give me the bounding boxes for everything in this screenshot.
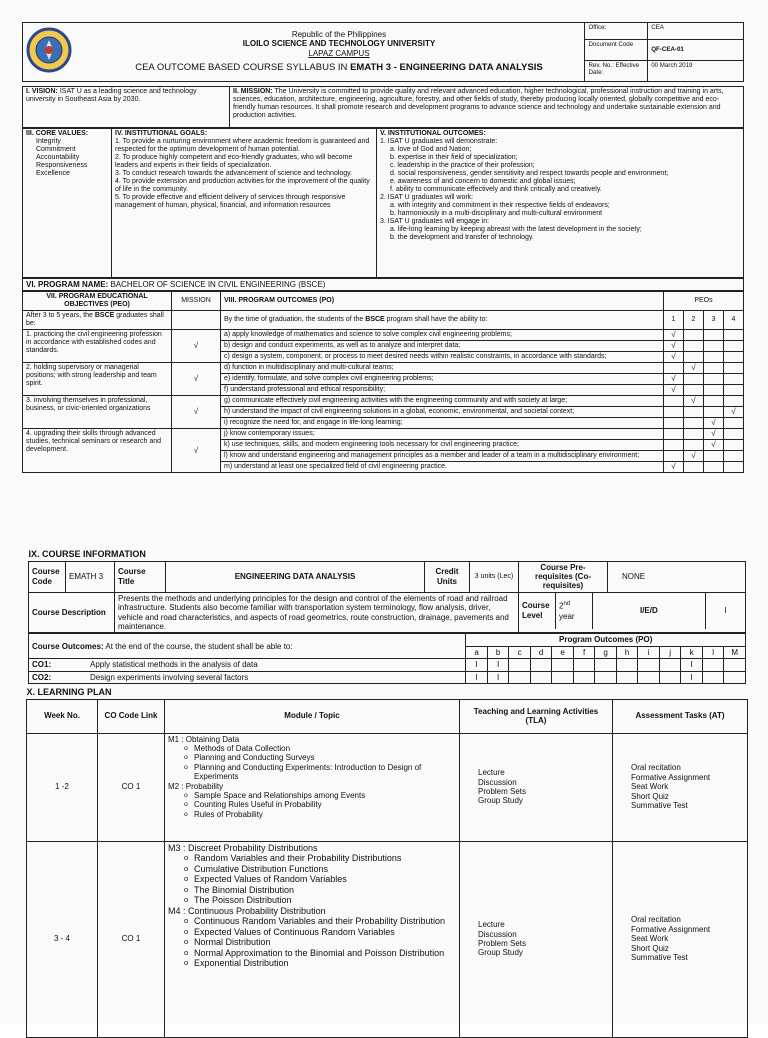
co-po-mark xyxy=(595,659,617,671)
topic-item: o The Poisson Distribution xyxy=(194,895,456,906)
peo-check-cell xyxy=(704,363,724,374)
peo-check-cell: √ xyxy=(664,341,684,352)
program-name-cell: VI. PROGRAM NAME: BACHELOR OF SCIENCE IN CIVIL ENGINEERING (BSCE) xyxy=(23,279,744,291)
course-info-block xyxy=(28,548,746,684)
mission-blank xyxy=(172,311,221,330)
peo-check-cell xyxy=(724,374,744,385)
meta-office-value: CEA xyxy=(648,23,744,40)
course-description-label: Course Description xyxy=(29,592,115,633)
peo-check-cell xyxy=(724,451,744,462)
assessment-item: Oral recitation xyxy=(631,915,681,925)
topic-item: o Rules of Probability xyxy=(194,810,456,819)
core-value-item: Accountability xyxy=(36,154,80,161)
topic-list xyxy=(168,791,456,819)
po-col-k: k xyxy=(681,646,703,658)
prereq-label: Course Pre-requisites (Co-requisites) xyxy=(519,561,608,592)
program-outcome: l) know and understand engineering and management principles as a member and leader of a team in a multidisciplinary environment; xyxy=(221,451,664,462)
program-outcome: m) understand at least one specialized field of civil engineering practice. xyxy=(221,462,664,473)
co-po-mark: I xyxy=(466,659,488,671)
co-po-mark xyxy=(595,671,617,683)
course-outcomes-intro: Course Outcomes: At the end of the course, the student shall be able to: xyxy=(29,634,466,659)
mission-check: √ xyxy=(172,429,221,473)
topic-item: o Normal Approximation to the Binomial and Poisson Distribution xyxy=(194,948,456,959)
assessment-item: Seat Work xyxy=(631,934,669,944)
peo-check-cell: √ xyxy=(664,374,684,385)
course-level-label: Course Level xyxy=(519,593,556,629)
po-row xyxy=(23,429,744,440)
peo-check-cell xyxy=(664,440,684,451)
topic-item: o Random Variables and their Probability Distributions xyxy=(194,853,456,864)
co-po-mark xyxy=(509,671,531,683)
peo-check-cell xyxy=(724,396,744,407)
values-goals-outcomes-table xyxy=(22,128,744,278)
po-col-d: d xyxy=(530,646,552,658)
co-po-mark xyxy=(638,659,660,671)
credit-units-value: 3 units (Lec) xyxy=(470,561,519,592)
program-outcome: a) apply knowledge of mathematics and science to solve complex civil engineering problems; xyxy=(221,330,664,341)
peo-check-cell xyxy=(724,418,744,429)
topic-item: o The Binomial Distribution xyxy=(194,885,456,896)
program-outcome: g) communicate effectively civil engineering activities with the engineering community and with society at large; xyxy=(221,396,664,407)
module-title: M4 : Continuous Probability Distribution xyxy=(168,905,326,916)
university-seal-icon xyxy=(26,27,72,73)
peo-check-cell: √ xyxy=(724,407,744,418)
tla-item: Lecture xyxy=(478,920,505,930)
course-info-table xyxy=(28,548,746,633)
po-col-e: e xyxy=(552,646,574,658)
peos-header: PEOs xyxy=(664,292,744,311)
outcome-line: b. the development and transfer of technology. xyxy=(390,234,534,241)
goal-item: 3. To conduct research towards the advancement of science and technology. xyxy=(115,170,353,177)
tla-item: Problem Sets xyxy=(478,939,527,948)
course-outcome: CO2: Design experiments involving several factors xyxy=(29,671,466,683)
peo-check-cell: √ xyxy=(664,462,684,473)
co-link: CO 1 xyxy=(98,733,165,841)
outcome-line: a. love of God and Nation; xyxy=(390,146,472,153)
program-outcome: k) use techniques, skills, and modern engineering tools necessary for civil engineering practice; xyxy=(221,440,664,451)
course-outcomes-table xyxy=(28,633,746,684)
peo-check-cell xyxy=(704,407,724,418)
at-cell xyxy=(613,733,748,841)
peo-objective: 1. practicing the civil engineering profession in accordance with established codes and standards. xyxy=(23,330,172,363)
prereq-value: NONE xyxy=(608,561,746,592)
outcome-line: f. ability to communicate effectively and think critically and creatively. xyxy=(390,186,602,193)
peo-check-cell xyxy=(664,363,684,374)
topic-item: o Sample Space and Relationships among Events xyxy=(194,791,456,800)
assessment-item: Summative Test xyxy=(631,801,688,811)
peo-check-cell: √ xyxy=(704,429,724,440)
module-title: M3 : Discreet Probability Distributions xyxy=(168,842,318,853)
peo-check-cell xyxy=(724,352,744,363)
peo-check-cell xyxy=(684,429,704,440)
peo-check-cell: √ xyxy=(664,330,684,341)
republic-text: Republic of the Philippines xyxy=(291,29,387,39)
peo-check-cell xyxy=(704,352,724,363)
tla-item: Group Study xyxy=(478,948,523,958)
program-outcome: d) function in multidisciplinary and multi-cultural teams; xyxy=(221,363,664,374)
course-code-label: Course Code xyxy=(29,561,66,592)
peo-check-cell: √ xyxy=(684,451,704,462)
co-po-mark xyxy=(530,671,552,683)
outcome-line: e. awareness of and concern to domestic and global issues; xyxy=(390,178,576,185)
topic-list xyxy=(168,853,456,906)
topic-item: o Continuous Random Variables and their Probability Distribution xyxy=(194,916,456,927)
co-po-mark xyxy=(638,671,660,683)
course-outcome-row xyxy=(29,659,746,671)
goal-item: 2. To produce highly competent and eco-friendly graduates, who will become leaders and experts in their fields of specialization. xyxy=(115,154,353,169)
core-value-item: Responsiveness xyxy=(36,162,88,169)
co-po-mark xyxy=(724,659,746,671)
assessment-item: Formative Assignment xyxy=(631,772,711,782)
peo-check-cell xyxy=(704,385,724,396)
course-code-value: EMATH 3 xyxy=(66,561,115,592)
institutional-outcomes-list xyxy=(380,138,740,242)
peo-check-cell xyxy=(684,385,704,396)
peo-header: VII. PROGRAM EDUCATIONAL OBJECTIVES (PEO) xyxy=(23,292,172,311)
mission-cell: II. MISSION: The University is committed to provide quality and relevant advanced education, higher technological, professional instruction and training in arts, sciences, education, architecture, engineering, agriculture, forestry, and other fields of study, thereby producing locally oriented, globally competitive and eco-friendly human resources. It shall promote research and development programs to advance science and technology and undertake sustainable extension and production activities. xyxy=(230,87,744,128)
co-po-mark: I xyxy=(487,671,509,683)
tla-item: Group Study xyxy=(478,796,523,806)
po-col-b: b xyxy=(487,646,509,658)
module-topics xyxy=(165,733,460,841)
peo-check-cell xyxy=(664,451,684,462)
core-value-item: Commitment xyxy=(36,146,76,153)
peo-col-1: 1 xyxy=(664,311,684,330)
outcome-line: d. social responsiveness, gender sensitivity and respect towards people and environment; xyxy=(390,170,669,177)
program-outcome: c) design a system, component, or process to meet desired needs within realistic constraints, in accordance with standards; xyxy=(221,352,664,363)
at-cell xyxy=(613,841,748,1037)
program-outcome: i) recognize the need for, and engage in life-long learning; xyxy=(221,418,664,429)
peo-check-cell: √ xyxy=(684,396,704,407)
core-value-item: Integrity xyxy=(36,138,61,145)
core-values-list xyxy=(26,138,108,178)
peo-check-cell xyxy=(664,407,684,418)
goal-item: 4. To provide extension and production activities for the improvement of the quality of life in the community. xyxy=(115,178,370,193)
logo-cell xyxy=(23,23,94,82)
peo-check-cell xyxy=(704,341,724,352)
module-topics xyxy=(165,841,460,1037)
topic-item: o Normal Distribution xyxy=(194,937,456,948)
mission-header: MISSION xyxy=(172,292,221,311)
meta-rev-label: Rev. No.: Effective Date: xyxy=(585,61,648,82)
peo-check-cell xyxy=(664,418,684,429)
learning-plan-row xyxy=(27,841,748,1037)
credit-units-label: Credit Units xyxy=(425,561,470,592)
program-outcomes-header: Program Outcomes (PO) xyxy=(466,634,746,646)
module-title: M1 : Obtaining Data xyxy=(168,734,240,744)
program-outcome: h) understand the impact of civil engineering solutions in a global, economic, environmental, and societal context; xyxy=(221,407,664,418)
learning-plan-row xyxy=(27,733,748,841)
course-info-section-title: IX. COURSE INFORMATION xyxy=(29,548,746,561)
goal-item: 5. To provide effective and efficient delivery of services through responsive management of human, physical, financial, and information resources xyxy=(115,194,346,209)
co-po-mark: I xyxy=(466,671,488,683)
topic-list xyxy=(168,916,456,969)
co-po-mark xyxy=(530,659,552,671)
outcome-line: 2. ISAT U graduates will work: xyxy=(380,194,474,201)
peo-check-cell xyxy=(684,352,704,363)
po-col-g: g xyxy=(595,646,617,658)
peo-check-cell xyxy=(724,429,744,440)
peo-check-cell xyxy=(684,374,704,385)
co-po-mark xyxy=(552,659,574,671)
program-outcome: e) identify, formulate, and solve complex civil engineering problems; xyxy=(221,374,664,385)
topic-list xyxy=(168,744,456,782)
peo-check-cell xyxy=(724,462,744,473)
peo-objective: 4. upgrading their skills through advanced studies, technical seminars or research and development. xyxy=(23,429,172,473)
ied-label: I/E/D xyxy=(593,593,706,629)
mission-check: √ xyxy=(172,363,221,396)
topic-item: o Exponential Distribution xyxy=(194,958,456,969)
header-table xyxy=(22,22,744,82)
peo-check-cell xyxy=(684,418,704,429)
co-po-mark: I xyxy=(487,659,509,671)
learning-plan-table xyxy=(26,686,748,1038)
co-po-mark xyxy=(552,671,574,683)
co-po-mark xyxy=(702,659,724,671)
course-outcome: CO1: Apply statistical methods in the analysis of data xyxy=(29,659,466,671)
institutional-outcomes-cell: V. INSTITUTIONAL OUTCOMES: 1. ISAT U graduates will demonstrate: a. love of God and Nation; b. expertise in their field of specialization; c. leadership in the practice of their profession; d. social responsiveness, gender sensitivity and respect towards people and environment; e. awareness of and concern to domestic and global issues; f. ability to communicate effectively and think critically and creatively. 2. ISAT U graduates will work: a. with integrity and commitment in their respective fields of endeavors; b. harmoniously in a multi-disciplinary and multi-cultural environment 3. ISAT U graduates will engage in: a. life-long learning by keeping abreast with the latest development in the society; b. the development and transfer of technology. xyxy=(377,129,744,278)
co-link: CO 1 xyxy=(98,841,165,1037)
topic-item: o Methods of Data Collection xyxy=(194,744,456,753)
course-title-value: ENGINEERING DATA ANALYSIS xyxy=(166,561,425,592)
po-intro: By the time of graduation, the students of the BSCE program shall have the ability to: xyxy=(221,311,664,330)
peo-check-cell: √ xyxy=(664,385,684,396)
header-block xyxy=(22,22,744,473)
co-po-mark xyxy=(702,671,724,683)
peo-check-cell xyxy=(684,407,704,418)
peo-check-cell xyxy=(684,462,704,473)
tla-cell xyxy=(460,841,613,1037)
lp-header-tla: Teaching and Learning Activities (TLA) xyxy=(460,699,613,733)
institutional-goals-cell: IV. INSTITUTIONAL GOALS: 1. To provide a nurturing environment where academic freedom is guaranteed and respected for the optimum development of human potential. 2. To produce highly competent and eco-friendly graduates, who will become leaders and experts in their fields of specialization. 3. To conduct research towards the advancement of science and technology. 4. To provide extension and production activities for the improvement of the quality of life in the community. 5. To provide effective and efficient delivery of services through responsive management of human, physical, financial, and information resources xyxy=(112,129,377,278)
learning-plan-block xyxy=(26,686,748,1038)
tla-item: Lecture xyxy=(478,768,505,778)
ied-value: I xyxy=(724,606,727,616)
course-title-label: Course Title xyxy=(115,561,166,592)
meta-office-label: Office: xyxy=(585,23,648,40)
topic-item: o Expected Values of Random Variables xyxy=(194,874,456,885)
assessment-item: Oral recitation xyxy=(631,763,681,773)
vision-mission-table xyxy=(22,86,744,128)
po-col-M: M xyxy=(724,646,746,658)
peo-check-cell: √ xyxy=(664,352,684,363)
tla-item: Problem Sets xyxy=(478,787,527,796)
peo-check-cell xyxy=(664,396,684,407)
program-outcome: f) understand professional and ethical responsibility; xyxy=(221,385,664,396)
outcome-line: a. life-long learning by keeping abreast with the latest development in the society; xyxy=(390,226,642,233)
module-title: M2 : Probability xyxy=(168,781,224,791)
peo-check-cell xyxy=(704,330,724,341)
program-name-table xyxy=(22,278,744,291)
po-col-c: c xyxy=(509,646,531,658)
lp-header-module: Module / Topic xyxy=(165,699,460,733)
peo-check-cell: √ xyxy=(704,440,724,451)
mission-check: √ xyxy=(172,396,221,429)
program-outcome: b) design and conduct experiments, as well as to analyze and interpret data; xyxy=(221,341,664,352)
meta-doccode-value: QF-CEA-01 xyxy=(648,40,744,61)
peo-check-cell xyxy=(684,341,704,352)
peo-check-cell xyxy=(704,396,724,407)
peo-col-2: 2 xyxy=(684,311,704,330)
topic-item: o Cumulative Distribution Functions xyxy=(194,864,456,875)
goals-list xyxy=(115,138,373,210)
assessment-item: Summative Test xyxy=(631,953,688,963)
goal-item: 1. To provide a nurturing environment where academic freedom is guaranteed and respected for the optimum development of human potential. xyxy=(115,138,370,153)
topic-item: o Planning and Conducting Surveys xyxy=(194,753,456,762)
topic-item: o Expected Values of Continuous Random Variables xyxy=(194,927,456,938)
co-po-mark xyxy=(659,671,681,683)
outcome-line: b. expertise in their field of specialization; xyxy=(390,154,518,161)
co-po-mark xyxy=(724,671,746,683)
po-row xyxy=(23,330,744,341)
lp-header-week: Week No. xyxy=(27,699,98,733)
topic-item: o Planning and Conducting Experiments: Introduction to Design of Experiments xyxy=(194,763,456,782)
tla-cell xyxy=(460,733,613,841)
campus-name: LAPAZ CAMPUS xyxy=(308,48,370,58)
course-level-cell xyxy=(519,592,746,633)
co-po-mark: I xyxy=(681,671,703,683)
program-outcome: j) know contemporary issues; xyxy=(221,429,664,440)
vision-cell: I. VISION: ISAT U as a leading science and technology university in Southeast Asia by 2030. xyxy=(23,87,230,128)
peo-check-cell xyxy=(724,341,744,352)
po-col-f: f xyxy=(573,646,595,658)
meta-rev-value: 00 March 2019 xyxy=(648,61,744,82)
co-po-mark: I xyxy=(681,659,703,671)
co-po-mark xyxy=(616,671,638,683)
week-no: 1 -2 xyxy=(27,733,98,841)
peo-check-cell xyxy=(684,330,704,341)
po-col-a: a xyxy=(466,646,488,658)
outcome-line: c. leadership in the practice of their profession; xyxy=(390,162,535,169)
lp-header-at: Assessment Tasks (AT) xyxy=(613,699,748,733)
peo-check-cell xyxy=(724,385,744,396)
syllabus-title: CEA OUTCOME BASED COURSE SYLLABUS IN EMATH 3 - ENGINEERING DATA ANALYSIS xyxy=(135,62,543,74)
header-title-cell xyxy=(93,23,584,82)
course-level-value: 2nd year xyxy=(556,593,593,629)
peo-col-4: 4 xyxy=(724,311,744,330)
course-description-text: Presents the methods and underlying principles for the design and control of the elements of road and railroad infrastructure. Students also become familiar with transportation system terminology, flow analysis, driver, vehicle and road characteristics, and aspects of road geometrics, route construction, drainage, pavements and maintenance. xyxy=(115,592,519,633)
week-no: 3 - 4 xyxy=(27,841,98,1037)
po-header: VIII. PROGRAM OUTCOMES (PO) xyxy=(221,292,664,311)
peo-objective: 2. holding supervisory or managerial positions; with strong leadership and team spirit. xyxy=(23,363,172,396)
co-po-mark xyxy=(659,659,681,671)
peo-intro: After 3 to 5 years, the BSCE graduates shall be: xyxy=(23,311,172,330)
co-po-mark xyxy=(573,659,595,671)
peo-objective: 3. involving themselves in professional, business, or civic-oriented organizations xyxy=(23,396,172,429)
assessment-item: Short Quiz xyxy=(631,943,669,953)
assessment-item: Short Quiz xyxy=(631,791,669,801)
peo-check-cell xyxy=(664,429,684,440)
outcome-line: a. with integrity and commitment in their respective fields of endeavors; xyxy=(390,202,610,209)
topic-item: o Counting Rules Useful in Probability xyxy=(194,800,456,809)
core-values-cell: III. CORE VALUES: Integrity Commitment Accountability Responsiveness Excellence xyxy=(23,129,112,278)
tla-item: Discussion xyxy=(478,929,517,939)
course-outcome-row xyxy=(29,671,746,683)
peo-check-cell xyxy=(724,363,744,374)
po-row xyxy=(23,396,744,407)
tla-item: Discussion xyxy=(478,777,517,787)
co-po-mark xyxy=(573,671,595,683)
po-col-l: l xyxy=(702,646,724,658)
peo-check-cell xyxy=(704,374,724,385)
po-col-h: h xyxy=(616,646,638,658)
learning-plan-section-title: X. LEARNING PLAN xyxy=(27,686,748,699)
meta-doccode-label: Document Code xyxy=(585,40,648,61)
peo-check-cell xyxy=(724,330,744,341)
assessment-item: Formative Assignment xyxy=(631,924,711,934)
outcome-line: b. harmoniously in a multi-disciplinary and multi-cultural environment xyxy=(390,210,603,217)
po-col-j: j xyxy=(659,646,681,658)
peo-check-cell xyxy=(684,440,704,451)
peo-check-cell xyxy=(724,440,744,451)
peo-check-cell xyxy=(704,462,724,473)
po-row xyxy=(23,363,744,374)
mission-check: √ xyxy=(172,330,221,363)
lp-header-co: CO Code Link xyxy=(98,699,165,733)
co-po-mark xyxy=(616,659,638,671)
university-name: ILOILO SCIENCE AND TECHNOLOGY UNIVERSITY xyxy=(242,39,436,49)
assessment-item: Seat Work xyxy=(631,782,669,792)
peo-check-cell: √ xyxy=(704,418,724,429)
outcome-line: 1. ISAT U graduates will demonstrate: xyxy=(380,138,498,145)
peo-col-3: 3 xyxy=(704,311,724,330)
co-po-mark xyxy=(509,659,531,671)
peo-check-cell: √ xyxy=(684,363,704,374)
po-col-i: i xyxy=(638,646,660,658)
peo-po-table xyxy=(22,291,744,473)
outcome-line: 3. ISAT U graduates will engage in: xyxy=(380,218,490,225)
core-value-item: Excellence xyxy=(36,170,70,177)
peo-check-cell xyxy=(704,451,724,462)
